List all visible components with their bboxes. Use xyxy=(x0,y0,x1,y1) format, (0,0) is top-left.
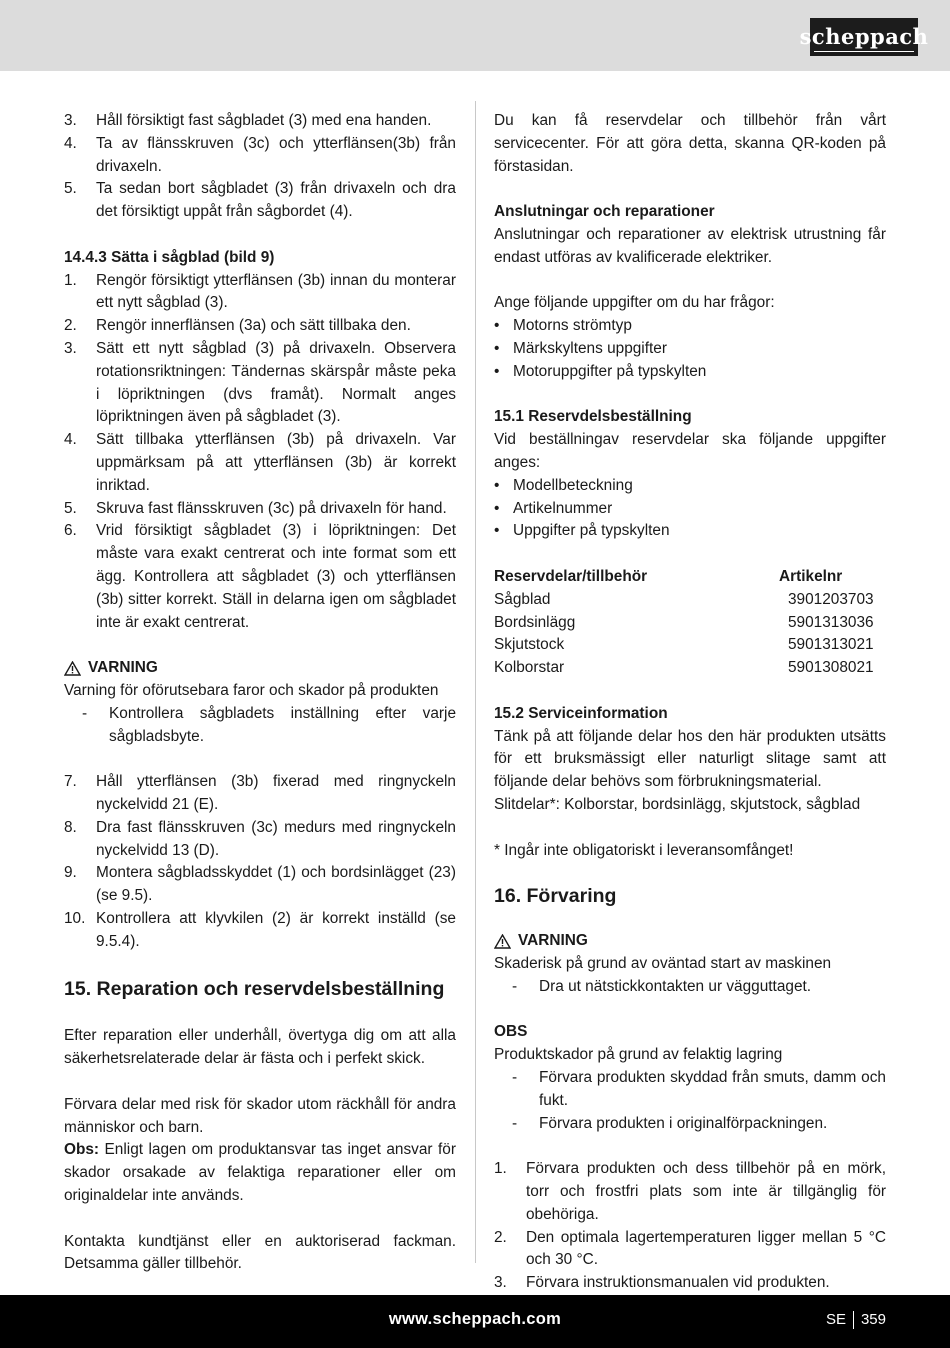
warning-text: Varning för oförutsebara faror och skador på produkten xyxy=(64,681,439,699)
repair-paragraph: Efter reparation eller underhåll, övertyga dig om att alla säkerhetsrelaterade delar är fästa och i perfekt skick. xyxy=(64,1027,456,1068)
item-number: 3. xyxy=(64,339,77,357)
item-number: 3. xyxy=(494,1274,507,1292)
item-text: Uppgifter på typskylten xyxy=(513,522,670,540)
list-item: • Artikelnummer xyxy=(494,498,886,521)
removal-steps-list xyxy=(64,110,456,224)
item-number: 10. xyxy=(64,909,86,927)
item-text: Modellbeteckning xyxy=(513,476,633,494)
warning-heading xyxy=(494,930,886,953)
table-cell: Kolborstar xyxy=(494,659,565,677)
warning-heading xyxy=(64,657,456,680)
table-cell: Bordsinlägg xyxy=(494,613,576,631)
table-cell: Skjutstock xyxy=(494,636,565,654)
page-indicator xyxy=(826,1309,886,1332)
item-text: Sätt ett nytt sågblad (3) på drivaxeln. Observera rotationsriktningen: Tändernas skärspår måste peka i löpriktningen (dvs framåt). Normalt anges löpriktningen även på sågbladet (3). xyxy=(96,339,456,426)
list-item: • Motoruppgifter på typskylten xyxy=(494,361,886,384)
item-text: Förvara instruktionsmanualen vid produkten. xyxy=(526,1274,830,1292)
storage-parts-paragraph: Förvara delar med risk för skador utom räckhåll för andra människor och barn. xyxy=(64,1095,456,1136)
list-item xyxy=(64,771,456,817)
obs-label: Obs: xyxy=(64,1141,100,1159)
page-separator xyxy=(853,1311,854,1329)
list-item xyxy=(64,110,456,133)
warning-title: VARNING xyxy=(88,659,158,677)
obs-title: OBS xyxy=(494,1023,528,1041)
column-divider xyxy=(475,101,476,1263)
brand-logo: scheppach xyxy=(810,18,918,56)
fastening-steps-list xyxy=(64,771,456,953)
list-item: - Kontrollera sågbladets inställning efter varje sågbladsbyte. xyxy=(82,703,456,749)
item-number: 2. xyxy=(64,317,77,335)
item-text: Förvara produkten i originalförpackningen. xyxy=(539,1114,828,1132)
list-item xyxy=(64,498,456,521)
item-text: Dra fast flänsskruven (3c) medurs med ringnyckeln nyckelvidd 13 (D). xyxy=(96,818,456,859)
section-15-title: 15. Reparation och reservdelsbeställning xyxy=(64,978,445,1001)
warning-list xyxy=(494,976,886,999)
insert-steps-list xyxy=(64,270,456,635)
subsection-heading: 14.4.3 Sätta i sågblad (bild 9) xyxy=(64,248,275,266)
section-15-2-text: Tänk på att följande delar hos den här produkten utsätts för ett bruksmässigt eller naturligt slitage samt att följande delar behövs som förbrukningsmaterial. xyxy=(494,727,886,791)
language-code: SE xyxy=(825,1311,846,1328)
list-item xyxy=(64,817,456,863)
questions-intro: Ange följande uppgifter om du har frågor: xyxy=(494,294,775,312)
list-item xyxy=(64,520,456,634)
item-text: Artikelnummer xyxy=(513,499,613,517)
item-number: 8. xyxy=(64,818,77,836)
section-16-title: 16. Förvaring xyxy=(494,885,617,908)
list-item: - Förvara produkten skyddad från smuts, damm och fukt. xyxy=(512,1067,886,1113)
service-intro: Du kan få reservdelar och tillbehör från vårt servicecenter. För att göra detta, skanna QR-koden på förstasidan. xyxy=(494,112,886,175)
item-text: Rengör innerflänsen (3a) och sätt tillbaka den. xyxy=(96,317,411,335)
wear-parts-text: Slitdelar*: Kolborstar, bordsinlägg, skjutstock, sågblad xyxy=(494,795,861,813)
obs-list xyxy=(494,1067,886,1135)
item-text: Håll ytterflänsen (3b) fixerad med ringnyckeln nyckelvidd 21 (E). xyxy=(96,773,456,813)
list-item xyxy=(64,429,456,497)
warning-list xyxy=(64,703,456,749)
table-cell: 5901313021 xyxy=(788,636,874,654)
left-column xyxy=(64,110,456,1276)
item-number: 4. xyxy=(64,431,77,449)
warning-triangle-icon xyxy=(64,661,81,676)
list-item xyxy=(494,1227,886,1273)
storage-steps-list xyxy=(494,1158,886,1295)
item-text: Dra ut nätstickkontakten ur vägguttaget. xyxy=(539,977,812,995)
section-15-1-text: Vid beställningav reservdelar ska följande uppgifter anges: xyxy=(494,431,886,471)
table-cell: 3901203703 xyxy=(788,590,874,608)
list-item: • Motorns strömtyp xyxy=(494,315,886,338)
order-info-list xyxy=(494,475,886,543)
item-text: Kontrollera att klyvkilen (2) är korrekt inställd (se 9.5.4). xyxy=(96,909,456,950)
list-item: - Dra ut nätstickkontakten ur vägguttaget. xyxy=(512,976,886,999)
item-text: Förvara produkten och dess tillbehör på en mörk, torr och frostfri plats som inte är tillgänglig för obehöriga. xyxy=(526,1160,886,1223)
item-text: Den optimala lagertemperaturen ligger mellan 5 °C och 30 °C. xyxy=(526,1228,886,1269)
warning-title: VARNING xyxy=(518,932,588,950)
questions-list xyxy=(494,315,886,383)
list-item: • Märkskyltens uppgifter xyxy=(494,338,886,361)
item-number: 1. xyxy=(64,271,77,289)
list-item: • Uppgifter på typskylten xyxy=(494,520,886,543)
list-item xyxy=(64,133,456,179)
obs-paragraph xyxy=(64,1139,456,1207)
table-header: Artikelnr xyxy=(779,567,843,585)
table-cell: 5901313036 xyxy=(788,613,874,631)
list-item: • Modellbeteckning xyxy=(494,475,886,498)
table-cell: Sågblad xyxy=(494,590,551,608)
item-text: Rengör försiktigt ytterflänsen (3b) innan du monterar ett nytt sågblad (3). xyxy=(96,271,456,312)
item-number: 9. xyxy=(64,864,77,882)
warning-text: Skaderisk på grund av oväntad start av maskinen xyxy=(494,955,832,973)
page-footer xyxy=(0,1295,950,1348)
item-number: 5. xyxy=(64,499,77,517)
item-text: Motoruppgifter på typskylten xyxy=(513,362,707,380)
item-text: Vrid försiktigt sågbladet (3) i löpriktningen: Det måste vara exakt centrerat och inte format som ett ägg. Kontrollera att sågbladet (3) och ytterflänsen (3b) sitter korrekt. Ställ in delarna igen om sågbladet inte är exakt centrerat. xyxy=(96,522,456,631)
list-item xyxy=(494,1272,886,1295)
list-item xyxy=(64,908,456,954)
connections-title: Anslutningar och reparationer xyxy=(494,203,715,221)
item-text: Skruva fast flänsskruven (3c) på drivaxeln för hand. xyxy=(96,499,447,517)
list-item xyxy=(64,315,456,338)
item-text: Montera sågbladsskyddet (1) och bordsinlägget (23) (se 9.5). xyxy=(96,864,456,905)
item-number: 5. xyxy=(64,180,77,198)
website-url: www.scheppach.com xyxy=(388,1310,562,1328)
section-15-1-title: 15.1 Reservdelsbeställning xyxy=(494,408,692,426)
item-number: 6. xyxy=(64,522,77,540)
item-text: Sätt tillbaka ytterflänsen (3b) på drivaxeln. Var uppmärksam på att ytterflänsen (3b) är korrekt inriktad. xyxy=(96,431,456,494)
warning-triangle-icon xyxy=(494,934,511,949)
item-number: 1. xyxy=(494,1160,507,1178)
right-column xyxy=(494,110,886,1295)
item-text: Märkskyltens uppgifter xyxy=(513,339,667,357)
parts-table xyxy=(494,566,886,680)
footnote: * Ingår inte obligatoriskt i leveransomfånget! xyxy=(494,841,794,859)
item-number: 3. xyxy=(64,112,77,129)
item-number: 2. xyxy=(494,1228,507,1246)
item-text: Motorns strömtyp xyxy=(513,317,632,335)
item-text: Ta av flänsskruven (3c) och ytterflänsen(3b) från drivaxeln. xyxy=(96,134,456,175)
contact-paragraph: Kontakta kundtjänst eller en auktoriserad fackman. Detsamma gäller tillbehör. xyxy=(64,1232,456,1273)
item-text: Kontrollera sågbladets inställning efter varje sågbladsbyte. xyxy=(109,704,456,745)
list-item xyxy=(64,178,456,224)
obs-text: Produktskador på grund av felaktig lagring xyxy=(494,1046,783,1064)
item-number: 4. xyxy=(64,134,77,152)
section-15-2-title: 15.2 Serviceinformation xyxy=(494,704,668,722)
connections-text: Anslutningar och reparationer av elektrisk utrustning får endast utföras av kvalificerade elektriker. xyxy=(494,225,886,266)
list-item: - Förvara produkten i originalförpackningen. xyxy=(512,1113,886,1136)
table-header: Reservdelar/tillbehör xyxy=(494,567,648,585)
item-text: Håll försiktigt fast sågbladet (3) med ena handen. xyxy=(96,112,432,129)
list-item xyxy=(64,270,456,316)
list-item xyxy=(64,862,456,908)
list-item xyxy=(494,1158,886,1226)
item-text: Förvara produkten skyddad från smuts, damm och fukt. xyxy=(539,1069,886,1109)
obs-text: Enligt lagen om produktansvar tas inget ansvar för skador orsakade av felaktiga reparationer eller om originaldelar inte används. xyxy=(64,1141,456,1205)
item-text: Ta sedan bort sågbladet (3) från drivaxeln och dra det försiktigt uppåt från sågbordet (4). xyxy=(96,180,456,221)
table-cell: 5901308021 xyxy=(788,659,874,677)
page-number: 359 xyxy=(860,1311,886,1328)
item-number: 7. xyxy=(64,773,77,791)
list-item xyxy=(64,338,456,429)
